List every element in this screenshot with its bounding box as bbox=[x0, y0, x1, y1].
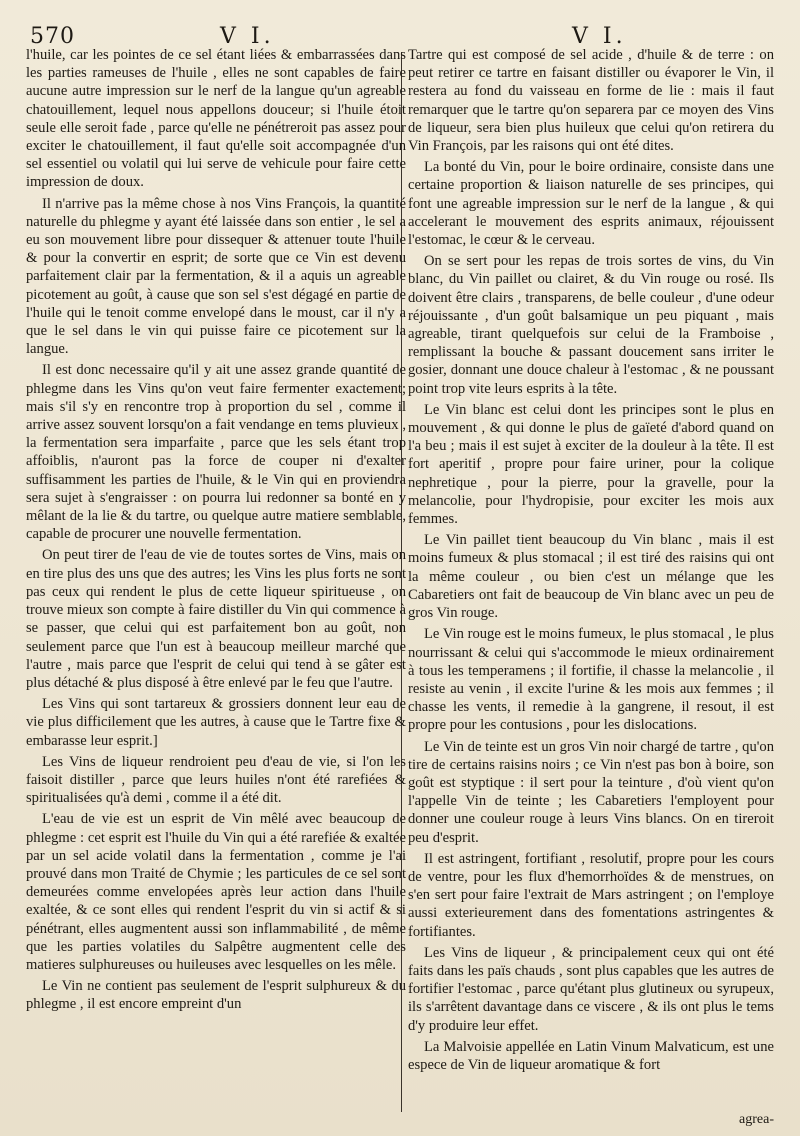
left-column bbox=[26, 46, 406, 1126]
left-running-head: V I. bbox=[220, 24, 275, 49]
paragraph: Il est astringent, fortifiant , resolutif, propre pour les cours de ventre, pour les flux d'hemorrhoïdes & de menstrues, on s'en sert pour faire l'extrait de Mars astringent ; on l'employe aussi exterieurement dans des fomentations astringentes & fortifiantes. bbox=[408, 850, 774, 940]
paragraph: Il est donc necessaire qu'il y ait une assez grande quantité de phlegme dans les Vins qu'on veut faire fermenter exactement; mais s'il s'y en rencontre trop à proportion du sel , comme il arrive assez souvent lorsqu'on a fait vendange en tems pluvieux , la fermentation sera imparfaite , parce que les sels étant trop affoiblis, n'auront pas la force de couper ni d'exalter suffisamment les parties de l'huile, & le Vin qui en proviendra sera sujet à s'engraisser : on pourra lui redonner sa bonté en y mêlant de la lie & du tartre, ou quelque autre matiere semblable, capable de procurer une nouvelle fermentation. bbox=[26, 362, 406, 543]
paragraph: Le Vin rouge est le moins fumeux, le plus stomacal , le plus nourrissant & celui qui s'accommode le mieux ordinairement à tous les temperamens ; il fortifie, il chasse la melancolie , il resiste au venin , il excite l'urine & les mois aux femmes ; il chasse les vents, il remedie à la gangrene, il resout, il est propre pour les contusions , pour les dislocations. bbox=[408, 626, 774, 734]
paragraph: Le Vin de teinte est un gros Vin noir chargé de tartre , qu'on tire de certains raisins noirs ; ce Vin n'est pas bon à boire, son goût est styptique : il sert pour la teinture , d'où vient qu'on l'appelle Vin de teinte ; les Cabaretiers l'employent pour donner une couleur rouge à leurs Vins blancs. On en tireroit peu d'esprit. bbox=[408, 738, 774, 846]
paragraph: Le Vin ne contient pas seulement de l'esprit sulphureux & du phlegme , il est encore empreint d'un bbox=[26, 978, 406, 1013]
paragraph: Les Vins de liqueur , & principalement ceux qui ont été faits dans les païs chauds , sont plus capables que les autres de fortifier l'estomac , parce qu'étant plus glutineux ou syrupeux, ils s'arrêtent davantage dans ce viscere , & ils ont plus le tems d'y produire leur effet. bbox=[408, 944, 774, 1034]
paragraph: La bonté du Vin, pour le boire ordinaire, consiste dans une certaine proportion & liaison naturelle de ses principes, qui font une agreable impression sur le nerf de la langue , & qui accelerant le mouvement des esprits animaux, réjouissent l'estomac, le cœur & le cerveau. bbox=[408, 159, 774, 249]
paragraph: Les Vins de liqueur rendroient peu d'eau de vie, si l'on les faisoit distiller , parce que leurs huiles n'ont été rarefiées & spiritualisées qu'à demi , comme il a été dit. bbox=[26, 753, 406, 807]
right-running-head: V I. bbox=[572, 24, 627, 49]
paragraph: Il n'arrive pas la même chose à nos Vins François, la quantité naturelle du phlegme y ayant été laissée dans son entier , le sel a eu son mouvement libre pour dissequer & attenuer toute l'huile & pour la convertir en esprit; de sorte que ce Vin est devenu parfaitement clair par la fermentation, & il a aquis un agreable picotement au goût, à cause que son sel s'est dégagé en partie de l'huile qui le tenoit comme envelopé dans le moust, car il n'y a que le sel dans le vin qui puisse faire ce picotement sur la langue. bbox=[26, 195, 406, 358]
paragraph: L'eau de vie est un esprit de Vin mêlé avec beaucoup de phlegme : cet esprit est l'huile du Vin qui a été rarefiée & exaltée par un sel acide volatil dans la fermentation , comme je l'ai prouvé dans mon Traité de Chymie ; les particules de ce sel sont demeurées comme envelopées après leur action dans l'huile exaltée, & ce sont elles qui rendent l'esprit du vin si actif & si pénétrant, elles augmentent aussi son inflammabilité , de même que les parties volatiles du Salpêtre augmentent celle des matieres sulphureuses ou huileuses avec lesquelles on les mêle. bbox=[26, 811, 406, 973]
paragraph: Les Vins qui sont tartareux & grossiers donnent leur eau de vie plus difficilement que les autres, à cause que le Tartre fixe & embarasse leur esprit.] bbox=[26, 696, 406, 749]
catchword: agrea- bbox=[739, 1112, 774, 1127]
paragraph: Le Vin paillet tient beaucoup du Vin blanc , mais il est moins fumeux & plus stomacal ; il est tiré des raisins qui ont la même couleur , ou bien c'est un mélange que les Cabaretiers ont fait de beaucoup de Vin blanc avec un peu de gros Vin rouge. bbox=[408, 532, 774, 622]
paragraph: Tartre qui est composé de sel acide , d'huile & de terre : on peut retirer ce tartre en faisant distiller ou évaporer le Vin, il restera au fond du vaisseau en forme de lie : mais il faut remarquer que le tartre qu'on separera par ce moyen des Vins de liqueur, sera bien plus huileux que celui qu'on retirera du Vin François, par les raisons qui ont été dites. bbox=[408, 47, 774, 155]
right-column bbox=[408, 46, 774, 1126]
page-number: 570 bbox=[30, 24, 75, 49]
paragraph: Le Vin blanc est celui dont les principes sont le plus en mouvement , & qui donne le plus de gaïeté d'abord quand on l'a beu ; mais il est sujet à exciter de la douleur à la tête. Il est fort aperitif , propre pour faire uriner, pour la colique nephretique , pour la pierre, pour la gravelle, pour la melancolie, pour l'hydropisie, pour exciter les mois aux femmes. bbox=[408, 401, 774, 528]
paragraph: La Malvoisie appellée en Latin Vinum Malvaticum, est une espece de Vin de liqueur aromatique & fort bbox=[408, 1038, 774, 1073]
paragraph: On se sert pour les repas de trois sortes de vins, du Vin blanc, du Vin paillet ou clairet, & du Vin rouge ou rosé. Ils doivent être clairs , transparens, de belle couleur , d'une odeur réjouissante , d'un goût balsamique un peu piquant , mais agreable, tirant quelquefois sur celui de la Framboise , remplissant la bouche & passant doucement sans irriter le gosier, donnant une douce chaleur à l'estomac , & ne poussant point trop vite leurs esprits à la tête. bbox=[408, 253, 774, 397]
paragraph: On peut tirer de l'eau de vie de toutes sortes de Vins, mais on en tire plus des uns que des autres; les Vins les plus forts ne sont pas ceux qui rendent le plus de cette liqueur spiritueuse , on trouve mieux son compte à faire distiller du Vin qui commence à se passer, que celui qui est parfaitement bon au goût, non seulement parce que l'un est à beaucoup meilleur marché que l'autre , mais parce que l'esprit de celui qui tend à se gâter est plus détaché & plus disposé à être enlevé par le feu que l'autre. bbox=[26, 547, 406, 691]
paragraph: l'huile, car les pointes de ce sel étant liées & embarrassées dans les parties rameuses de l'huile , elles ne sont capables de faire aucune autre impression sur le nerf de la langue qu'un agreable chatouillement, lequel nous appellons douceur; si l'huile étoit seule elle seroit fade , parce qu'elle ne pénétreroit pas assez pour exciter le chatouillement, il faut qu'elle soit accompagnée d'un sel essentiel ou volatil qui lui serve de vehicule pour faire cette impression de doux. bbox=[26, 47, 406, 191]
